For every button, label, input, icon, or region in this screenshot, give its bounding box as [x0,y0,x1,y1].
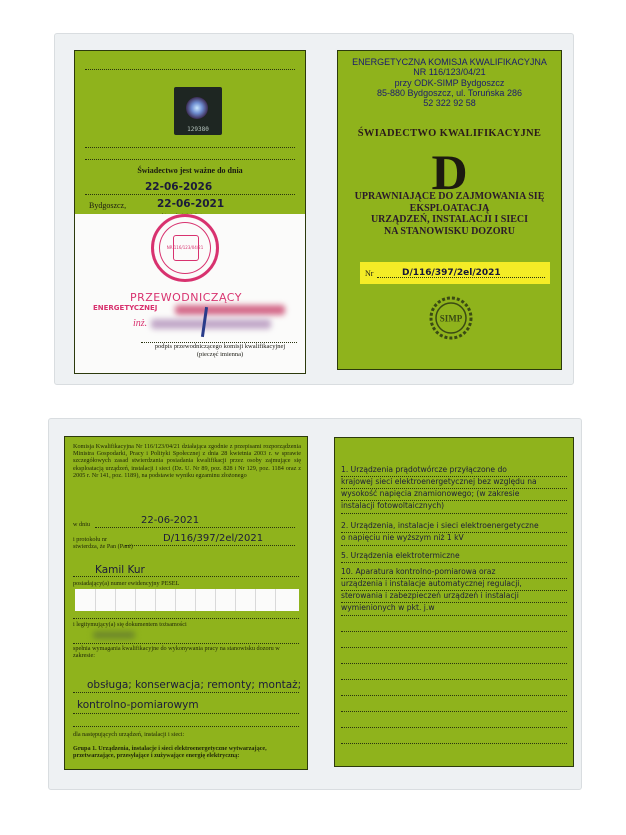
legal-basis-text: Komisja Kwalifikacyjna Nr 116/123/04/21 działająca zgodnie z przepisami rozporządzenia Ministra Gospodarki, Pracy i Polityki Społecznej z dnia 28 kwietnia 2003 r. w sprawie szczegółowych zasad stwierdzania posiadania kwalifikacji przez osoby zajmujące się eksploatacją urządzeń, instalacji i sieci (Dz. U. Nr 89, poz. 828 i Nr 129, poz. 1184 oraz z 2005 r. Nr 141, poz. 1189), na podstawie wyniku egzaminu złożonego [73,443,301,479]
devices-label: dla następujących urządzeń, instalacji i sieci: [73,731,185,738]
commission-header [338,57,561,108]
certificate-title: ŚWIADECTWO KWALIFIKACYJNE [357,128,542,139]
dotted-line [85,147,295,148]
commission-affiliation: przy ODK-SIMP Bydgoszcz [394,77,505,88]
dotted-line [85,69,295,70]
dotted-line [341,590,567,591]
commission-number: NR 116/123/04/21 [413,67,486,78]
scope-item-line: 5. Urządzenia elektrotermiczne [341,551,460,560]
device-scope-page [334,437,574,767]
commission-stamp [151,214,219,282]
pesel-cell-divider [275,589,276,611]
inz-prefix: inż. [133,318,148,329]
pesel-label: posiadający(a) numer ewidencyjny PESEL [73,580,180,587]
validity-page [74,50,306,374]
group-description: Grupa 1. Urządzenia, instalacje i sieci elektroenergetyczne wytwarzające, przetwarzające, przesyłające i zużywające energię elektryczną: [73,745,267,760]
dotted-line [341,631,567,632]
chairman-stamp: PRZEWODNICZĄCY [130,291,242,304]
dotted-line [85,194,295,195]
dotted-line [341,663,567,664]
category-letter: D [431,144,468,200]
commission-address: 85-880 Bydgoszcz, ul. Toruńska 286 [377,87,522,98]
pesel-cell-divider [195,589,196,611]
scope-item-line: 10. Aparatura kontrolno-pomiarowa oraz [341,567,496,576]
protocol-label [73,536,133,550]
pesel-cell-divider [95,589,96,611]
pesel-field [75,589,299,611]
purpose-line: EKSPLOATACJĄ [409,202,490,214]
pesel-cell-divider [235,589,236,611]
scope-item-line: wysokość napięcia znamionowego; (w zakresie [341,489,520,498]
nr-label: Nr [365,269,374,278]
dotted-line [341,615,567,616]
validity-date: 22-06-2026 [145,181,213,193]
exam-date: 22-06-2021 [141,515,200,526]
scope-item-line: 2. Urządzenia, instalacje i sieci elektroenergetyczne [341,521,539,530]
purpose-line: NA STANOWISKU DOZORU [384,225,515,237]
dotted-line [73,643,299,644]
certificate-number-field [360,262,550,284]
pesel-cell-divider [175,589,176,611]
hologram-sticker [174,87,222,135]
commission-name: ENERGETYCZNA KOMISJA KWALIFIKACYJNA [352,57,547,67]
dotted-line [73,713,299,714]
dotted-line [73,618,299,619]
signature-caption [145,343,295,359]
stamp-center-text: NR 116/123/04/21 [166,245,204,250]
exam-date-label: w dniu [73,521,91,528]
certificate-purpose [338,191,561,237]
signature-caption-line-2: (pieczęć imienna) [196,351,244,358]
dotted-line [341,711,567,712]
dotted-line [73,576,299,577]
pesel-cell-divider [115,589,116,611]
dotted-line [341,500,567,501]
requirements-label: spełnia wymagania kwalifikacyjne do wykonywania pracy na stanowisku dozoru w zakresie: [73,645,280,660]
scope-line-2: kontrolno-pomiarowym [77,699,199,711]
scope-item-line: krajowej sieci elektroenergetycznej bez względu na [341,477,537,486]
certificate-cover [337,50,562,370]
redacted-name [175,305,285,315]
id-document-label: i legitymujący(a) się dokumentem tożsamości [73,621,187,628]
simp-logo-text: SIMP [439,313,463,324]
dotted-line [341,488,567,489]
holder-name: Kamil Kur [95,564,145,576]
city-label: Bydgoszcz, [89,201,127,210]
redacted-id-document [93,631,135,639]
scope-item-line: instalacji fotowoltaicznych) [341,501,445,510]
dotted-line [341,578,567,579]
commission-phone: 52 322 92 58 [423,98,476,109]
dotted-line [341,562,567,563]
pesel-cell-divider [215,589,216,611]
dotted-line [341,727,567,728]
dotted-line [73,692,299,693]
purpose-line: UPRAWNIAJĄCE DO ZAJMOWANIA SIĘ [354,191,545,202]
dotted-line [341,647,567,648]
dotted-line [85,159,295,160]
protocol-label-line-2: stwierdza, że Pan (Pani) [73,543,133,551]
dotted-line [341,513,567,514]
purpose-line: URZĄDZEŃ, INSTALACJI I SIECI [370,214,529,225]
scope-item-line: urządzenia i instalacje automatycznej regulacji, [341,579,522,588]
dotted-line [73,726,299,727]
dotted-line [341,743,567,744]
scope-item-line: sterowania i zabezpieczeń urządzeń i instalacji [341,591,519,600]
dotted-line [125,545,295,546]
dotted-line [341,695,567,696]
simp-logo-icon [428,295,474,341]
scope-item-line: wymienionych w pkt. j.w [341,603,435,612]
dotted-line [341,532,567,533]
dotted-line [341,545,567,546]
scope-item-line: 1. Urządzenia prądotwórcze przyłączone do [341,465,507,474]
certificate-details-page [64,436,308,770]
scope-item-line: o napięciu nie wyższym niż 1 kV [341,533,464,542]
redacted-signature [151,319,271,329]
signature-caption-line-1: podpis przewodniczącego komisji kwalifikacyjnej [154,343,286,350]
protocol-label-line-1: i protokołu nr [73,536,108,543]
protocol-number: D/116/397/2el/2021 [163,533,264,544]
pesel-cell-divider [155,589,156,611]
issue-date: 22-06-2021 [157,198,225,210]
hologram-number: 129380 [187,126,209,133]
hologram-icon [186,97,208,119]
commission-stamp-text: ENERGETYCZNEJ [93,304,158,312]
dotted-line [341,476,567,477]
certificate-number: D/116/397/2el/2021 [402,268,501,278]
dotted-line [341,602,567,603]
validity-label: Świadectwo jest ważne do dnia [137,166,243,175]
scope-line-1: obsługa; konserwacja; remonty; montaż; [87,679,302,691]
pesel-cell-divider [255,589,256,611]
dotted-line [341,679,567,680]
dotted-line [95,527,295,528]
pesel-cell-divider [135,589,136,611]
